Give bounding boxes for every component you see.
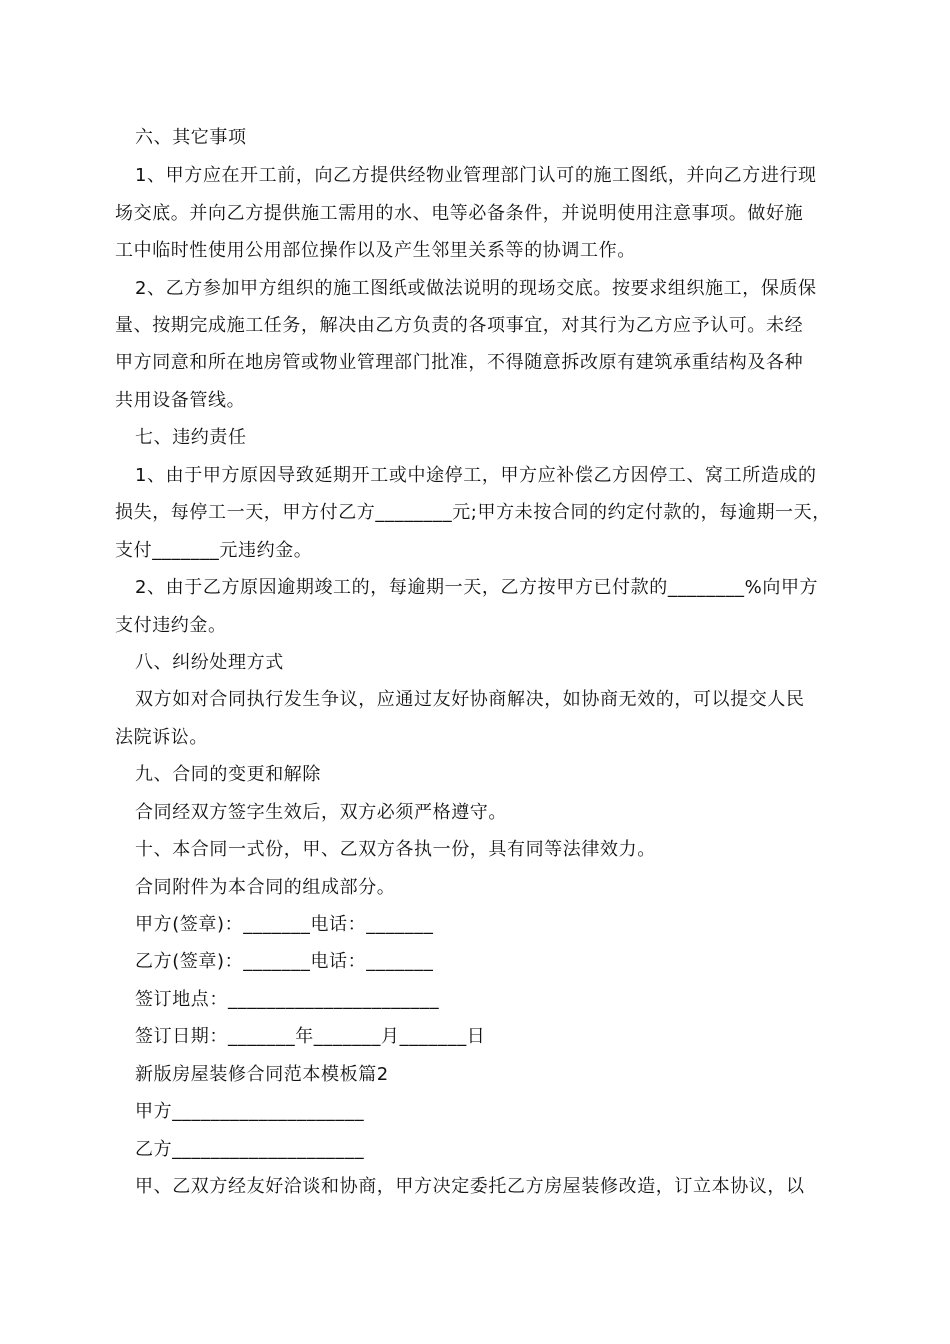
party-a-line: 甲方____________________: [135, 1101, 365, 1122]
paragraph-line: 损失，每停工一天，甲方付乙方________元;甲方未按合同的约定付款的，每逾期一天，: [115, 502, 831, 523]
section-heading-change: 九、合同的变更和解除: [135, 764, 321, 785]
paragraph-line: 支付违约金。: [115, 615, 227, 636]
party-a-signature-line: 甲方(签章)：_______电话：_______: [135, 914, 434, 935]
template-title: 新版房屋装修合同范本模板篇2: [135, 1064, 389, 1085]
paragraph-line: 2、乙方参加甲方组织的施工图纸或做法说明的现场交底。按要求组织施工，保质保: [135, 278, 817, 299]
party-b-line: 乙方____________________: [135, 1139, 365, 1160]
paragraph-line: 法院诉讼。: [115, 727, 208, 748]
paragraph-line: 1、甲方应在开工前，向乙方提供经物业管理部门认可的施工图纸，并向乙方进行现: [135, 165, 817, 186]
section-heading-dispute: 八、纠纷处理方式: [135, 652, 284, 673]
party-b-signature-line: 乙方(签章)：_______电话：_______: [135, 951, 434, 972]
paragraph-line: 工中临时性使用公用部位操作以及产生邻里关系等的协调工作。: [115, 240, 636, 261]
paragraph-line: 2、由于乙方原因逾期竣工的，每逾期一天，乙方按甲方已付款的________%向甲方: [135, 577, 819, 598]
signing-place-line: 签订地点：______________________: [135, 989, 440, 1010]
paragraph-line: 甲、乙双方经友好洽谈和协商，甲方决定委托乙方房屋装修改造，订立本协议，以: [135, 1176, 805, 1197]
signing-date-line: 签订日期：_______年_______月_______日: [135, 1026, 486, 1047]
paragraph-line: 量、按期完成施工任务，解决由乙方负责的各项事宜，对其行为乙方应予认可。未经: [115, 315, 804, 336]
paragraph-line: 十、本合同一式份，甲、乙双方各执一份，具有同等法律效力。: [135, 839, 656, 860]
paragraph-line: 支付_______元违约金。: [115, 540, 313, 561]
paragraph-line: 甲方同意和所在地房管或物业管理部门批准，不得随意拆改原有建筑承重结构及各种: [115, 352, 804, 373]
paragraph-line: 合同经双方签字生效后，双方必须严格遵守。: [135, 802, 507, 823]
paragraph-line: 1、由于甲方原因导致延期开工或中途停工，甲方应补偿乙方因停工、窝工所造成的: [135, 465, 817, 486]
paragraph-line: 合同附件为本合同的组成部分。: [135, 877, 396, 898]
section-heading-liability: 七、违约责任: [135, 427, 247, 448]
paragraph-line: 双方如对合同执行发生争议，应通过友好协商解决，如协商无效的，可以提交人民: [135, 689, 805, 710]
paragraph-line: 共用设备管线。: [115, 390, 246, 411]
paragraph-line: 场交底。并向乙方提供施工需用的水、电等必备条件，并说明使用注意事项。做好施: [115, 203, 804, 224]
section-heading-other-matters: 六、其它事项: [135, 127, 247, 148]
